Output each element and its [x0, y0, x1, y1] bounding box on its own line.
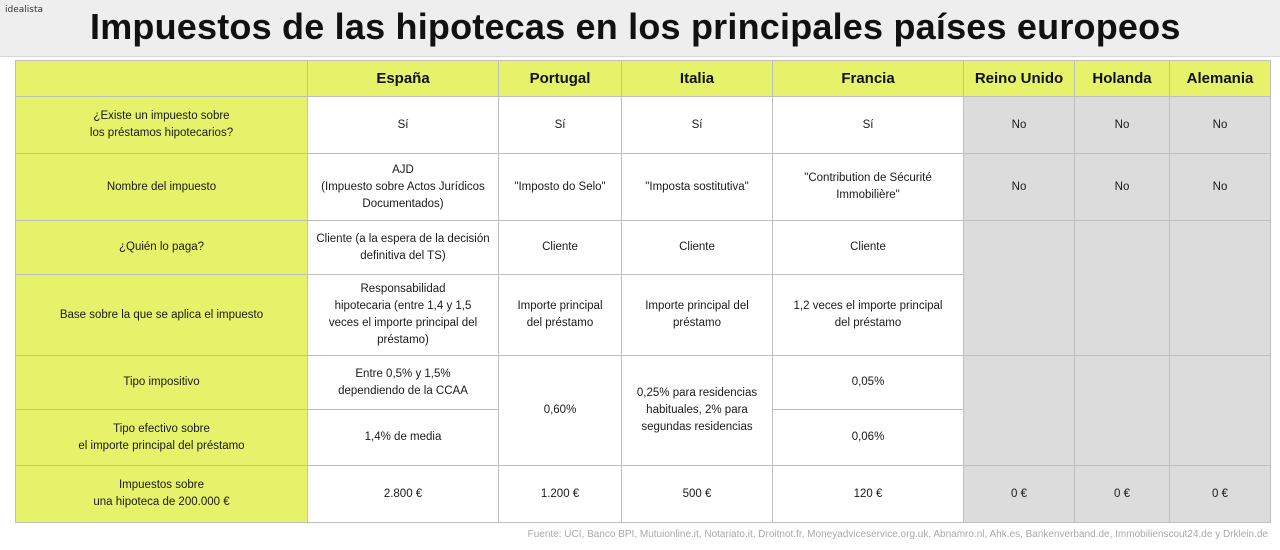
header-holanda: Holanda — [1075, 61, 1170, 97]
table-row-name — [16, 154, 1271, 221]
row-label-name: Nombre del impuesto — [16, 154, 308, 221]
cell-payer-francia: Cliente — [773, 221, 964, 275]
header-italia: Italia — [622, 61, 773, 97]
row-label-payer: ¿Quién lo paga? — [16, 221, 308, 275]
header-portugal: Portugal — [499, 61, 622, 97]
header-espana: España — [308, 61, 499, 97]
header-reino-unido: Reino Unido — [964, 61, 1075, 97]
table-row-exists — [16, 97, 1271, 154]
cell-base-francia: 1,2 veces el importe principal del préstamo — [773, 275, 964, 356]
cell-base-espana: Responsabilidad hipotecaria (entre 1,4 y 1,5 veces el importe principal del préstamo) — [308, 275, 499, 356]
table-header-row — [16, 61, 1271, 97]
cell-total-espana: 2.800 € — [308, 466, 499, 523]
cell-total-reino-unido: 0 € — [964, 466, 1075, 523]
title-bar — [0, 0, 1280, 57]
cell-exists-portugal: Sí — [499, 97, 622, 154]
cell-effective-francia: 0,06% — [773, 410, 964, 466]
cell-base-italia: Importe principal del préstamo — [622, 275, 773, 356]
cell-rate-portugal: 0,60% — [499, 356, 622, 466]
table-row-rate — [16, 356, 1271, 410]
cell-exists-italia: Sí — [622, 97, 773, 154]
cell-effective-espana: 1,4% de media — [308, 410, 499, 466]
cell-total-italia: 500 € — [622, 466, 773, 523]
cell-name-alemania: No — [1170, 154, 1271, 221]
source-footnote: Fuente: UCI, Banco BPI, Mutuionline.it, Notariato.it, Droitnot.fr, Moneyadviceservice.org.uk, Abnamro.nl, Ahk.es, Bankenverband.de, Immobilienscout24.de y Drklein.de — [527, 529, 1268, 540]
header-alemania: Alemania — [1170, 61, 1271, 97]
cell-total-francia: 120 € — [773, 466, 964, 523]
cell-exists-francia: Sí — [773, 97, 964, 154]
cell-name-francia: "Contribution de Sécurité Immobilière" — [773, 154, 964, 221]
cell-name-italia: "Imposta sostitutiva" — [622, 154, 773, 221]
cell-payer-espana: Cliente (a la espera de la decisión definitiva del TS) — [308, 221, 499, 275]
brand-logo-text: idealista — [5, 5, 43, 15]
cell-name-portugal: "Imposto do Selo" — [499, 154, 622, 221]
cell-payer-portugal: Cliente — [499, 221, 622, 275]
row-label-effective: Tipo efectivo sobre el importe principal del préstamo — [16, 410, 308, 466]
cell-exists-alemania: No — [1170, 97, 1271, 154]
cell-gray-alemania-rate — [1170, 356, 1271, 466]
cell-gray-alemania-payer-base — [1170, 221, 1271, 356]
cell-base-portugal: Importe principal del préstamo — [499, 275, 622, 356]
tax-comparison-table — [15, 60, 1271, 523]
cell-gray-holanda-rate — [1075, 356, 1170, 466]
cell-rate-italia: 0,25% para residencias habituales, 2% para segundas residencias — [622, 356, 773, 466]
row-label-total: Impuestos sobre una hipoteca de 200.000 € — [16, 466, 308, 523]
cell-rate-francia: 0,05% — [773, 356, 964, 410]
row-label-base: Base sobre la que se aplica el impuesto — [16, 275, 308, 356]
cell-name-holanda: No — [1075, 154, 1170, 221]
cell-exists-reino-unido: No — [964, 97, 1075, 154]
cell-gray-holanda-payer-base — [1075, 221, 1170, 356]
cell-gray-reino-unido-payer-base — [964, 221, 1075, 356]
cell-total-alemania: 0 € — [1170, 466, 1271, 523]
table-row-payer — [16, 221, 1271, 275]
cell-total-portugal: 1.200 € — [499, 466, 622, 523]
cell-name-espana: AJD (Impuesto sobre Actos Jurídicos Documentados) — [308, 154, 499, 221]
row-label-rate: Tipo impositivo — [16, 356, 308, 410]
cell-exists-holanda: No — [1075, 97, 1170, 154]
header-francia: Francia — [773, 61, 964, 97]
cell-gray-reino-unido-rate — [964, 356, 1075, 466]
cell-rate-espana: Entre 0,5% y 1,5% dependiendo de la CCAA — [308, 356, 499, 410]
row-label-exists: ¿Existe un impuesto sobre los préstamos hipotecarios? — [16, 97, 308, 154]
header-corner-cell — [16, 61, 308, 97]
cell-payer-italia: Cliente — [622, 221, 773, 275]
cell-exists-espana: Sí — [308, 97, 499, 154]
cell-name-reino-unido: No — [964, 154, 1075, 221]
page-title: Impuestos de las hipotecas en los principales países europeos — [90, 6, 1181, 47]
table-row-total — [16, 466, 1271, 523]
cell-total-holanda: 0 € — [1075, 466, 1170, 523]
